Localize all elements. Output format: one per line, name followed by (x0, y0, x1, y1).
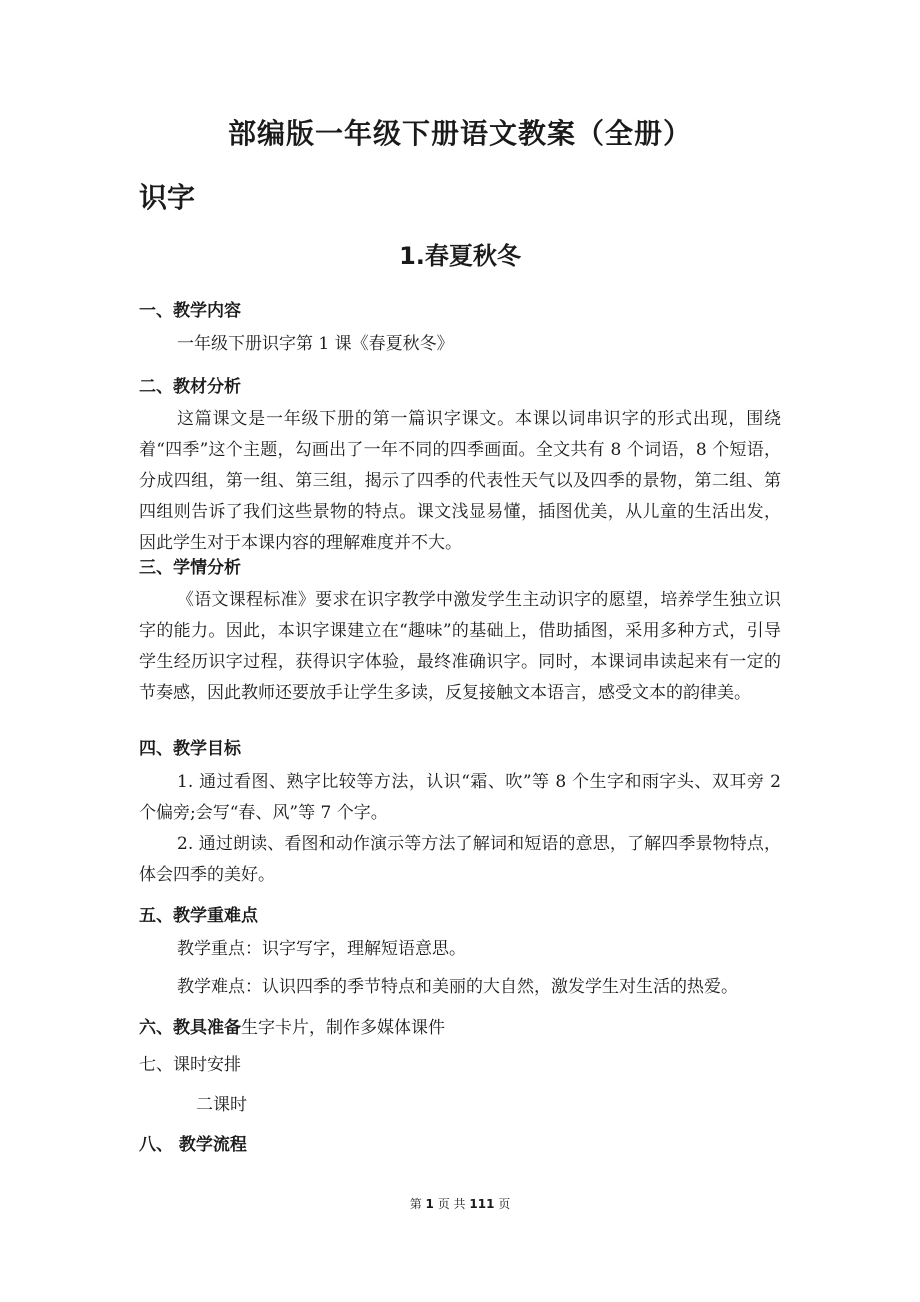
section-teaching-aids (139, 1013, 445, 1038)
goal-item-2: 2. 通过朗读、看图和动作演示等方法了解词和短语的意思，了解四季景物特点，体会四季的美好。 (139, 834, 781, 885)
document-title: 部编版一年级下册语文教案（全册） (227, 117, 692, 150)
section-heading-schedule: 七、课时安排 (139, 1055, 241, 1075)
footer-prefix: 第 (409, 1197, 422, 1211)
section-heading-material-analysis: 二、教材分析 (139, 377, 241, 397)
footer-total-pages: 111 (469, 1197, 495, 1211)
section-heading-process: 八、 教学流程 (139, 1135, 247, 1155)
section-text-student-analysis: 《语文课程标准》要求在识字教学中激发学生主动识字的愿望，培养学生独立识字的能力。因此，本识字课建立在“趣味”的基础上，借助插图，采用多种方式，引导学生经历识字过程，获得识字体验，最终准确识字。同时，本课词串读起来有一定的节奏感，因此教师还要放手让学生多读，反复接触文本语言，感受文本的韵律美。 (139, 590, 781, 703)
teaching-aids-text: 生字卡片，制作多媒体课件 (241, 1018, 445, 1038)
key-point-text: 教学重点：识字写字，理解短语意思。 (177, 939, 466, 959)
footer-page-number: 1 (425, 1197, 434, 1211)
section-text-content: 一年级下册识字第 1 课《春夏秋冬》 (177, 334, 454, 354)
part-title: 识字 (139, 181, 196, 214)
lesson-title: 1.春夏秋冬 (399, 242, 521, 270)
section-text-material-analysis: 这篇课文是一年级下册的第一篇识字课文。本课以词串识字的形式出现，围绕着“四季”这个主题，勾画出了一年不同的四季画面。全文共有 8 个词语，8 个短语，分成四组，第一组、第三组，揭示了四季的代表性天气以及四季的景物，第二组、第四组则告诉了我们这些景物的特点。课文浅显易懂，插图优美，从儿童的生活出发，因此学生对于本课内容的理解难度并不大。 (139, 409, 781, 553)
schedule-text: 二课时 (196, 1095, 247, 1115)
section-heading-student-analysis: 三、学情分析 (139, 558, 241, 578)
footer-suffix: 页 (498, 1197, 511, 1211)
section-heading-goals: 四、教学目标 (139, 739, 241, 759)
section-heading-key-points: 五、教学重难点 (139, 906, 258, 926)
section-heading-content: 一、教学内容 (139, 301, 241, 321)
section-heading-teaching-aids: 六、教具准备 (139, 1018, 241, 1038)
difficult-point-text: 教学难点：认识四季的季节特点和美丽的大自然，激发学生对生活的热爱。 (177, 977, 738, 997)
footer-middle: 页 共 (437, 1197, 466, 1211)
goal-item-1: 1. 通过看图、熟字比较等方法，认识“霜、吹”等 8 个生字和雨字头、双耳旁 2 个偏旁;会写“春、风”等 7 个字。 (139, 772, 781, 823)
page-footer (0, 1195, 920, 1212)
